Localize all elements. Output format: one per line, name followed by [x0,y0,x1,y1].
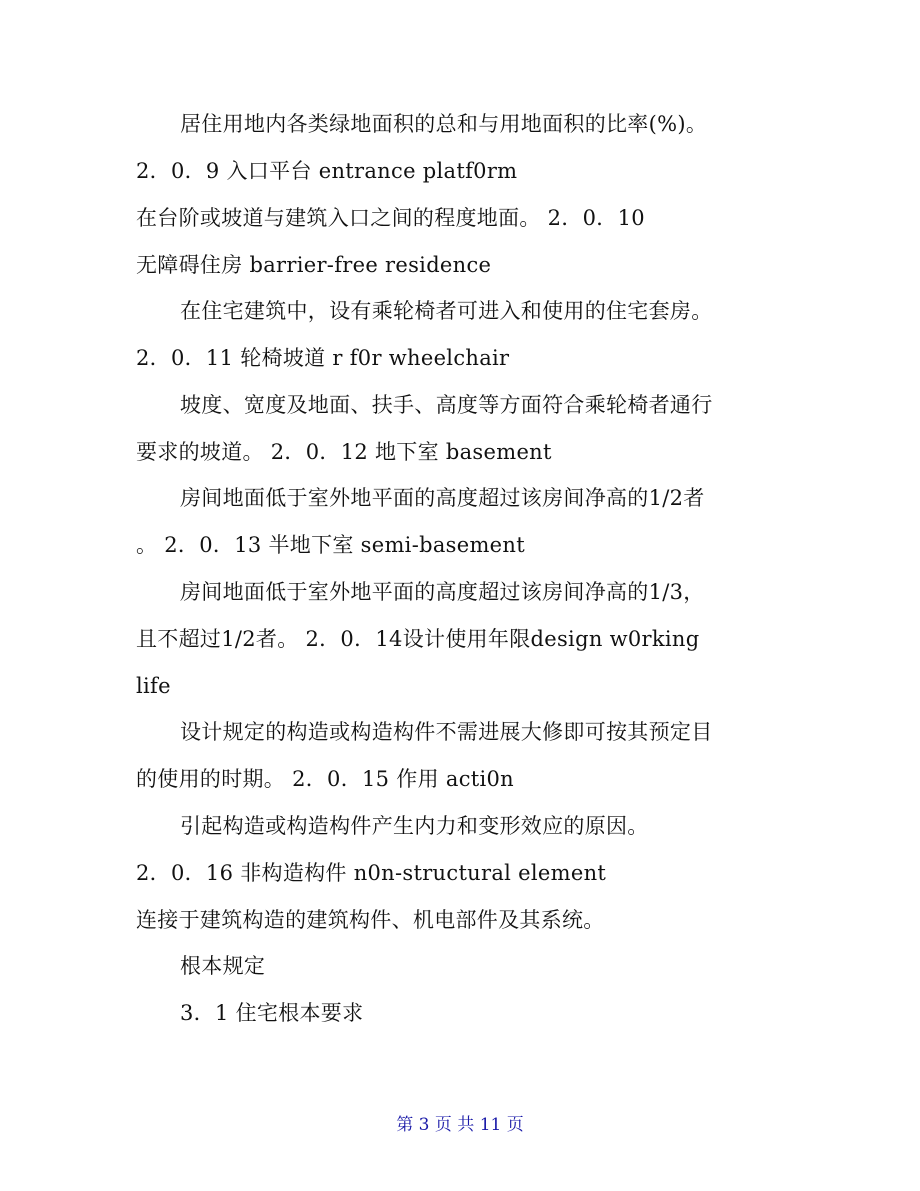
text-line: 连接于建筑构造的建筑构件、机电部件及其系统。 [136,908,605,932]
text-line: 2．0．16 非构造构件 n0n-structural element [136,861,607,885]
text-line: 房间地面低于室外地平面的高度超过该房间净高的1/2者 [180,486,705,510]
text-line: 在台阶或坡道与建筑入口之间的程度地面。 2．0．10 [136,206,645,230]
text-line: 房间地面低于室外地平面的高度超过该房间净高的1/3， [180,580,705,604]
text-line: 。 2．0．13 半地下室 semi-basement [136,533,525,557]
subsection-heading: 3．1 住宅根本要求 [180,1001,364,1025]
text-line: 居住用地内各类绿地面积的总和与用地面积的比率(%)。 [180,112,708,136]
text-line: 2．0．9 入口平台 entrance platf0rm [136,159,518,183]
text-line: 的使用的时期。 2．0．15 作用 acti0n [136,767,514,791]
text-line: 坡度、宽度及地面、扶手、高度等方面符合乘轮椅者通行 [180,393,713,417]
section-heading: 根本规定 [180,954,266,978]
text-line: 无障碍住房 barrier-free residence [136,253,492,277]
text-line: life [136,674,171,698]
text-line: 2．0．11 轮椅坡道 r f0r wheelchair [136,346,510,370]
text-line: 设计规定的构造或构造构件不需进展大修即可按其预定目 [180,720,713,744]
text-line: 引起构造或构造构件产生内力和变形效应的原因。 [180,814,649,838]
text-line: 且不超过1/2者。 2．0．14设计使用年限design w0rking [136,627,700,651]
text-line: 在住宅建筑中，设有乘轮椅者可进入和使用的住宅套房。 [180,299,713,323]
text-line: 要求的坡道。 2．0．12 地下室 basement [136,440,552,464]
page-number-footer: 第 3 页 共 11 页 [396,1115,524,1135]
